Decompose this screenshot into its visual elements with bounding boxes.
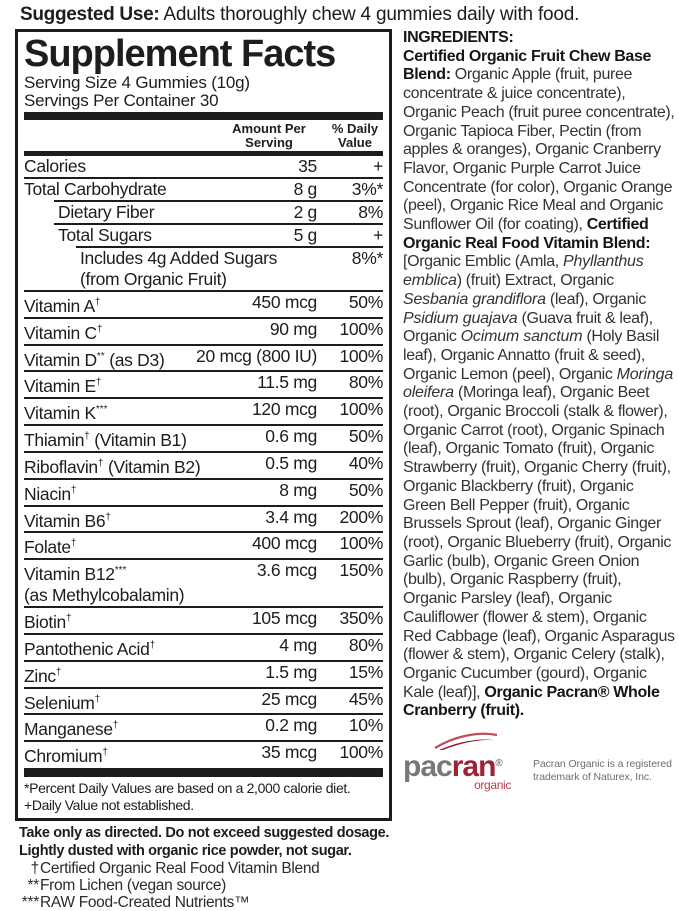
- facts-row: [76, 246, 383, 290]
- nutrient-amount: 35 mcg: [261, 742, 317, 763]
- nutrient-daily-value: 50%: [348, 479, 383, 500]
- nutrient-name: Folate†: [24, 537, 77, 558]
- nutrient-daily-value: 50%: [348, 292, 383, 312]
- facts-row: [24, 370, 383, 397]
- pacran-word-gray: pac: [403, 750, 452, 784]
- column-headers: [24, 120, 383, 151]
- daily-value-header: % Daily Value: [331, 121, 379, 150]
- nutrient-daily-value: 200%: [339, 506, 383, 527]
- supplement-facts-panel: [15, 29, 392, 821]
- nutrient-name: Vitamin E†: [24, 376, 102, 397]
- nutrient-name: Calories: [24, 156, 86, 176]
- facts-row: [24, 505, 383, 532]
- nutrient-amount: 450 mcg: [251, 292, 317, 312]
- divider-thick-bottom: [24, 768, 383, 777]
- symbol-note: [19, 877, 392, 894]
- nutrient-name: Pantothenic Acid†: [24, 638, 156, 659]
- nutrient-name: Chromium†: [24, 746, 108, 767]
- facts-row: [24, 713, 383, 740]
- facts-row: [24, 478, 383, 505]
- nutrient-amount: 3.4 mg: [265, 506, 317, 527]
- nutrient-name: Biotin†: [24, 611, 72, 632]
- nutrient-amount: 8 mg: [279, 479, 317, 500]
- nutrient-amount: 2 g: [293, 202, 317, 222]
- nutrient-amount: 3.6 mcg: [256, 560, 317, 581]
- note-marker: **: [27, 877, 39, 895]
- nutrient-amount: 4 mg: [279, 634, 317, 655]
- nutrient-daily-value: 15%: [348, 661, 383, 682]
- note-text: From Lichen (vegan source): [40, 877, 227, 895]
- note-text: RAW Food-Created Nutrients™: [40, 894, 250, 911]
- suggested-use-text: Adults thoroughly chew 4 gummies daily with food.: [159, 4, 580, 25]
- nutrient-name: Vitamin B6†: [24, 510, 111, 531]
- facts-row: [24, 344, 383, 371]
- nutrient-amount: 35: [298, 156, 317, 176]
- nutrient-name: Vitamin D** (as D3): [24, 349, 165, 370]
- facts-row: [24, 633, 383, 660]
- nutrient-daily-value: +: [373, 156, 383, 176]
- nutrient-daily-value: 100%: [339, 742, 383, 763]
- ingredients-column: [403, 29, 675, 791]
- directions-line-1: Take only as directed. Do not exceed suggested dosage.: [19, 825, 390, 842]
- nutrient-daily-value: 100%: [339, 399, 383, 420]
- facts-row: [24, 177, 383, 200]
- nutrient-daily-value: 40%: [348, 452, 383, 473]
- nutrient-name: Zinc†: [24, 665, 62, 686]
- nutrient-daily-value: 350%: [339, 608, 383, 629]
- nutrient-daily-value: 8%*: [351, 248, 383, 268]
- suggested-use-line: [0, 0, 679, 28]
- nutrient-daily-value: +: [373, 225, 383, 245]
- nutrient-amount: 8 g: [293, 179, 317, 199]
- nutrient-daily-value: 80%: [348, 634, 383, 655]
- brand-row: [403, 729, 675, 791]
- nutrient-name: Vitamin B12*** (as Methylcobalamin): [24, 564, 185, 606]
- amount-per-serving-header: Amount Per Serving: [232, 121, 306, 150]
- divider-thick: [24, 112, 383, 120]
- facts-row: [24, 687, 383, 714]
- facts-row: [24, 156, 383, 177]
- pacran-logo: [403, 729, 525, 791]
- registered-mark-icon: ®: [495, 758, 503, 770]
- nutrient-name: Vitamin K***: [24, 403, 108, 424]
- nutrient-amount: 11.5 mg: [257, 372, 317, 393]
- servings-per-container: Servings Per Container 30: [24, 90, 219, 110]
- nutrient-daily-value: 8%: [358, 202, 383, 222]
- facts-row: [54, 200, 383, 223]
- facts-column: [15, 29, 392, 911]
- nutrient-name: Vitamin C†: [24, 322, 103, 343]
- facts-row: [24, 424, 383, 451]
- footnote-daily-values: *Percent Daily Values are based on a 2,000 calorie diet.: [24, 780, 351, 797]
- nutrient-amount: 20 mcg (800 IU): [196, 345, 317, 366]
- facts-row: [24, 451, 383, 478]
- nutrient-amount: 0.5 mg: [265, 452, 317, 473]
- facts-row: [54, 223, 383, 246]
- note-marker: ***: [21, 894, 39, 911]
- nutrient-amount: 0.2 mg: [265, 715, 317, 736]
- nutrient-name: Thiamin† (Vitamin B1): [24, 429, 187, 450]
- facts-row: [24, 660, 383, 687]
- nutrient-name: Riboflavin† (Vitamin B2): [24, 456, 201, 477]
- facts-row: [24, 317, 383, 344]
- nutrient-name: Total Carbohydrate: [24, 179, 167, 199]
- nutrient-daily-value: 50%: [348, 426, 383, 447]
- nutrient-daily-value: 45%: [348, 688, 383, 709]
- nutrient-daily-value: 80%: [348, 372, 383, 393]
- nutrient-name: Dietary Fiber: [58, 202, 155, 222]
- facts-row: [24, 606, 383, 633]
- nutrient-amount: 0.6 mg: [265, 426, 317, 447]
- nutrient-name: Niacin†: [24, 483, 77, 504]
- nutrient-name: Vitamin A†: [24, 295, 101, 316]
- facts-row: [24, 397, 383, 424]
- nutrient-amount: 5 g: [293, 225, 317, 245]
- serving-size: Serving Size 4 Gummies (10g): [24, 73, 250, 92]
- panel-title: Supplement Facts: [24, 33, 336, 75]
- facts-row: [24, 290, 383, 317]
- ingredients-text: Certified Organic Fruit Chew Base Blend: Organic Apple (fruit, puree concentrate & juice concentrate), Organic Peach (fruit puree concentrate), Organic Tapioca Fiber, Pectin (from apples & oranges), Organic Cranberry Flavor, Organic Purple Carrot Juice Concentrate (for color), Organic Orange (peel), Organic Rice Meal and Organic Sunflower Oil (for coating), Certified Organic Real Food Vitamin Blend: [Organic Emblic (Amla, Phyllanthus emblica) (fruit) Extract, Organic Sesbania grandiflora (leaf), Organic Psidium guajava (Guava fruit & leaf), Organic Ocimum sanctum (Holy Basil leaf), Organic Annatto (fruit & seed), Organic Lemon (peel), Organic Moringa oleifera (Moringa leaf), Organic Beet (root), Organic Broccoli (stalk & flower), Organic Carrot (root), Organic Spinach (leaf), Organic Tomato (fruit), Organic Strawberry (fruit), Organic Cherry (fruit), Organic Blackberry (fruit), Organic Green Bell Pepper (fruit), Organic Brussels Sprout (leaf), Organic Ginger (root), Organic Blueberry (fruit), Organic Garlic (bulb), Organic Green Onion (bulb), Organic Raspberry (fruit), Organic Parsley (leaf), Organic Cauliflower (flower & stem), Organic Red Cabbage (leaf), Organic Asparagus (flower & stem), Organic Celery (stalk), Organic Cucumber (gourd), Organic Kale (leaf)], Organic Pacran® Whole Cranberry (fruit).: [403, 47, 675, 720]
- nutrient-name: Manganese†: [24, 719, 119, 740]
- nutrient-name: Selenium†: [24, 692, 101, 713]
- nutrient-amount: 1.5 mg: [265, 661, 317, 682]
- directions-line-2: Lightly dusted with organic rice powder, not sugar.: [19, 843, 352, 860]
- note-text: Certified Organic Real Food Vitamin Blend: [40, 860, 320, 878]
- pacran-organic-sub: organic: [474, 778, 511, 793]
- pacran-word-red: ran: [451, 750, 496, 784]
- nutrient-daily-value: 10%: [348, 715, 383, 736]
- directions-block: [15, 821, 392, 911]
- footnote-not-established: +Daily Value not established.: [24, 796, 194, 813]
- trademark-note: Pacran Organic is a registered trademark of Naturex, Inc.: [533, 758, 672, 783]
- nutrient-daily-value: 100%: [339, 318, 383, 339]
- symbol-note: [19, 894, 392, 911]
- facts-row: [24, 558, 383, 606]
- nutrient-name: Total Sugars: [58, 225, 152, 245]
- symbol-notes: [19, 860, 392, 911]
- nutrient-daily-value: 100%: [339, 345, 383, 366]
- nutrient-daily-value: 3%*: [351, 179, 383, 199]
- pacran-wordmark: [403, 750, 525, 784]
- facts-rows: [24, 156, 383, 767]
- nutrient-amount: 120 mcg: [251, 399, 317, 420]
- facts-row: [24, 740, 383, 767]
- note-marker: †: [30, 860, 39, 878]
- nutrient-amount: 105 mcg: [251, 608, 317, 629]
- symbol-note: [19, 860, 392, 877]
- suggested-use-label: Suggested Use:: [20, 4, 160, 25]
- nutrient-amount: 400 mcg: [251, 533, 317, 554]
- nutrient-name: Includes 4g Added Sugars (from Organic Fruit): [80, 248, 278, 289]
- ingredients-heading: INGREDIENTS:: [403, 29, 514, 46]
- nutrient-daily-value: 150%: [339, 560, 383, 581]
- nutrient-amount: 25 mcg: [261, 688, 317, 709]
- panel-footnotes: [24, 777, 383, 813]
- nutrient-daily-value: 100%: [339, 533, 383, 554]
- facts-row: [24, 531, 383, 558]
- swoosh-icon: [433, 729, 499, 751]
- nutrient-amount: 90 mg: [269, 318, 317, 339]
